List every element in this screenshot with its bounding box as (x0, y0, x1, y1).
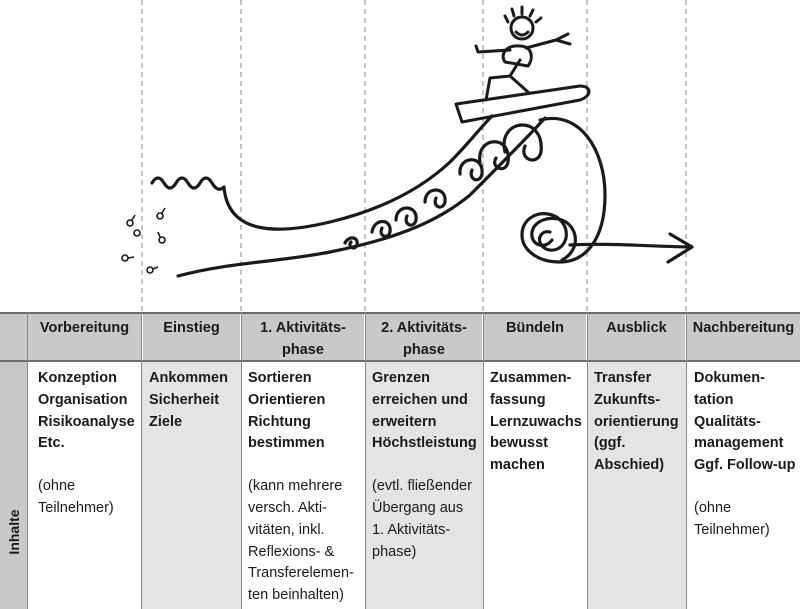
surfer-figure (456, 7, 589, 122)
column-divider (141, 312, 142, 609)
cell-buendeln (484, 360, 586, 609)
table-top-rule (0, 312, 800, 314)
header-vorbereitung: Vorbereitung (28, 312, 141, 360)
column-divider (483, 312, 484, 609)
surfer-smile (516, 32, 528, 35)
cell-ausblick-content: Transfer Zukunfts- orientierung (ggf. Abschied) (594, 370, 679, 474)
rising-wave-line (152, 116, 492, 229)
column-divider (365, 312, 366, 609)
wave-curl-2 (372, 222, 390, 237)
bubbles (122, 208, 165, 273)
cell-aktivitaetsphase-2 (365, 360, 483, 609)
cell-aktivitaetsphase-2-content: Grenzen erreichen und erweitern Höchstleistung (372, 370, 477, 452)
cell-einstieg-content: Ankommen Sicherheit Ziele (149, 370, 228, 430)
surfer-arms (476, 34, 570, 52)
wave-curl-3 (396, 208, 416, 225)
cell-vorbereitung-content: Konzeption Organisation Risikoanalyse Etc. (38, 370, 135, 452)
header-buendeln: Bündeln (484, 312, 586, 360)
header-nachbereitung: Nachbereitung (687, 312, 800, 360)
cell-aktivitaetsphase-1 (242, 360, 364, 609)
surfer-hair (505, 7, 541, 22)
cell-nachbereitung-content: Dokumen- tation Qualitäts- management Ggf. Follow-up (694, 370, 796, 474)
wave-curl-1 (345, 238, 357, 248)
future-arrow-shaft (570, 244, 690, 247)
header-aktivitaetsphase-2: 2. Aktivitäts- phase (366, 312, 482, 360)
cell-aktivitaetsphase-1-note: (kann mehrere versch. Akti- vitäten, inkl. Reflexions- & Transferelemen- ten beinhalten) (248, 478, 354, 604)
cell-einstieg (142, 360, 241, 609)
row-label-cell (0, 360, 27, 609)
cell-buendeln-content: Zusammen- fassung Lernzuwachs bewusst machen (490, 370, 582, 474)
cell-vorbereitung-note: (ohne Teilnehmer) (38, 478, 114, 516)
column-divider (587, 312, 588, 609)
corner-cell (0, 312, 27, 360)
header-aktivitaetsphase-1: 1. Aktivitäts- phase (242, 312, 364, 360)
row-label-inhalte: Inhalte (6, 509, 22, 555)
cell-aktivitaetsphase-1-content: Sortieren Orientieren Richtung bestimmen (248, 370, 326, 452)
cell-nachbereitung (687, 360, 800, 609)
header-separator-rule (0, 360, 800, 362)
column-divider (27, 312, 28, 609)
header-einstieg: Einstieg (143, 312, 240, 360)
cell-aktivitaetsphase-2-note: (evtl. fließender Übergang aus 1. Aktivitäts- phase) (372, 478, 472, 560)
phase-table (0, 312, 800, 609)
surfboard (456, 86, 589, 122)
column-divider (241, 312, 242, 609)
wave-curl-4 (425, 190, 445, 207)
header-ausblick: Ausblick (588, 312, 685, 360)
cell-ausblick (587, 360, 686, 609)
cell-vorbereitung (28, 360, 141, 609)
column-divider (686, 312, 687, 609)
cell-nachbereitung-note: (ohne Teilnehmer) (694, 499, 770, 538)
